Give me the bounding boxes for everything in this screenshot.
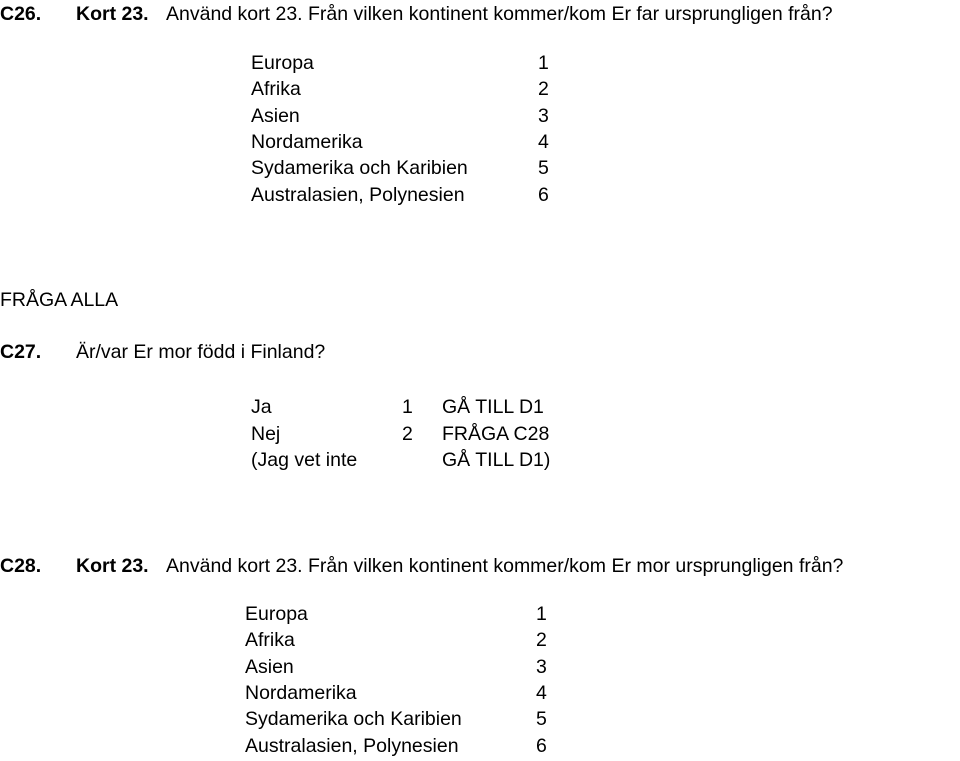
option-code: 1 <box>538 52 549 74</box>
list-item <box>251 129 571 155</box>
list-item <box>251 155 571 181</box>
list-item <box>245 680 565 706</box>
option-label: Afrika <box>245 629 295 652</box>
interviewer-instruction: FRÅGA ALLA <box>0 289 119 311</box>
option-label: (Jag vet inte <box>251 449 358 471</box>
list-item <box>245 733 565 759</box>
option-label: Nordamerika <box>251 130 363 153</box>
question-number-c28: C28. <box>0 555 42 577</box>
list-item <box>251 182 571 208</box>
option-route: GÅ TILL D1 <box>442 396 544 418</box>
option-label: Asien <box>245 655 294 678</box>
option-code: 2 <box>402 422 413 445</box>
option-code: 4 <box>538 130 549 153</box>
list-item <box>245 706 565 732</box>
option-code: 3 <box>536 655 547 678</box>
question-text-c27: Är/var Er mor född i Finland? <box>76 341 326 363</box>
list-item <box>251 447 581 473</box>
option-route: GÅ TILL D1) <box>442 449 551 471</box>
option-code: 5 <box>536 708 547 731</box>
option-label: Nej <box>251 422 281 445</box>
option-label: Europa <box>251 52 314 74</box>
option-code: 1 <box>402 396 413 418</box>
option-code: 6 <box>536 734 547 757</box>
option-label: Sydamerika och Karibien <box>245 708 462 731</box>
option-label: Australasien, Polynesien <box>251 183 465 206</box>
option-code: 1 <box>536 603 547 625</box>
option-label: Ja <box>251 396 272 418</box>
question-number-c27: C27. <box>0 341 42 363</box>
list-item <box>251 421 581 447</box>
list-item <box>245 627 565 653</box>
option-code: 5 <box>538 157 549 180</box>
option-label: Nordamerika <box>245 681 357 704</box>
list-item <box>251 103 571 129</box>
list-item <box>251 394 581 420</box>
option-label: Australasien, Polynesien <box>245 734 459 757</box>
list-item <box>245 654 565 680</box>
question-text-c28: Använd kort 23. Från vilken kontinent kommer/kom Er mor ursprungligen från? <box>166 555 844 577</box>
option-route: FRÅGA C28 <box>442 422 550 445</box>
list-item <box>251 76 571 102</box>
option-label: Europa <box>245 603 308 625</box>
question-text-c26: Använd kort 23. Från vilken kontinent kommer/kom Er far ursprungligen från? <box>166 3 833 25</box>
option-label: Sydamerika och Karibien <box>251 157 468 180</box>
card-reference-c26: Kort 23. <box>76 3 149 25</box>
option-code: 4 <box>536 681 547 704</box>
option-code: 2 <box>538 78 549 101</box>
option-label: Asien <box>251 104 300 127</box>
option-label: Afrika <box>251 78 301 101</box>
question-number-c26: C26. <box>0 3 42 25</box>
list-item <box>251 50 571 76</box>
option-code: 6 <box>538 183 549 206</box>
list-item <box>245 601 565 627</box>
card-reference-c28: Kort 23. <box>76 555 149 577</box>
option-code: 2 <box>536 629 547 652</box>
option-code: 3 <box>538 104 549 127</box>
